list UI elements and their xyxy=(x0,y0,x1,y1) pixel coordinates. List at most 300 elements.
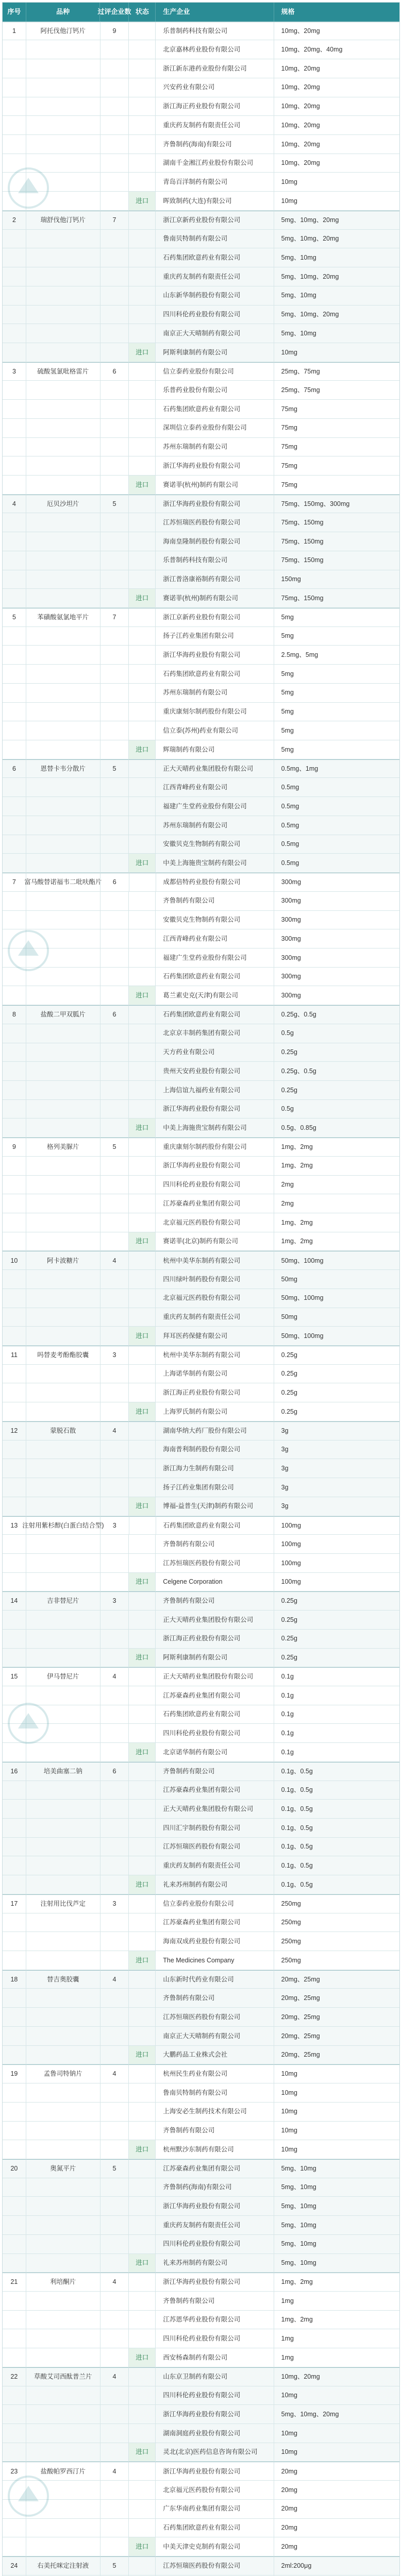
cell-manufacturer: 山东新时代药业有限公司 xyxy=(156,1970,274,1989)
cell-row-number xyxy=(3,1308,26,1327)
cell-approved-count xyxy=(100,2103,129,2122)
cell-manufacturer: 苏州东瑞制药有限公司 xyxy=(156,684,274,703)
drug-table xyxy=(2,2,400,2576)
cell-drug-name xyxy=(26,1800,100,1819)
cell-manufacturer: 兴安药业有限公司 xyxy=(156,78,274,97)
cell-row-number xyxy=(3,154,26,173)
cell-manufacturer: 浙江海力生制药有限公司 xyxy=(156,1459,274,1478)
cell-manufacturer: 正大天晴药业集团股份有限公司 xyxy=(156,1800,274,1819)
cell-row-number xyxy=(3,1365,26,1384)
table-row xyxy=(3,1989,399,2008)
cell-row-number xyxy=(3,1800,26,1819)
cell-status xyxy=(129,116,156,135)
cell-approved-count xyxy=(100,2197,129,2216)
cell-specification: 75mg、150mg xyxy=(274,532,399,551)
cell-specification: 50mg、100mg xyxy=(274,1251,399,1270)
cell-specification: 0.1g、0.5g xyxy=(274,1856,399,1875)
cell-specification: 2ml:200μg xyxy=(274,2556,399,2575)
cell-row-number xyxy=(3,1459,26,1478)
cell-specification: 3g xyxy=(274,1497,399,1516)
cell-approved-count xyxy=(100,551,129,570)
cell-row-number xyxy=(3,2103,26,2122)
cell-approved-count: 4 xyxy=(100,2462,129,2481)
table-row xyxy=(3,306,399,325)
cell-manufacturer: 浙江华海药业股份有限公司 xyxy=(156,456,274,476)
cell-approved-count: 5 xyxy=(100,759,129,778)
cell-specification: 5mg xyxy=(274,740,399,759)
cell-manufacturer: 浙江京新药业股份有限公司 xyxy=(156,211,274,230)
cell-specification: 5mg xyxy=(274,721,399,740)
cell-row-number: 10 xyxy=(3,1251,26,1270)
cell-row-number xyxy=(3,1819,26,1838)
cell-status xyxy=(129,513,156,532)
table-row xyxy=(3,1421,399,1440)
cell-drug-name xyxy=(26,1062,100,1081)
cell-approved-count xyxy=(100,1649,129,1668)
cell-row-number: 17 xyxy=(3,1894,26,1913)
cell-specification: 0.5g xyxy=(274,1024,399,1043)
cell-row-number xyxy=(3,400,26,419)
cell-approved-count xyxy=(100,1554,129,1573)
cell-drug-name: 阿托伐他汀钙片 xyxy=(26,22,100,41)
cell-approved-count xyxy=(100,740,129,759)
table-row xyxy=(3,2329,399,2348)
cell-status xyxy=(129,1913,156,1933)
cell-drug-name: 厄贝沙坦片 xyxy=(26,495,100,514)
cell-approved-count: 3 xyxy=(100,1591,129,1611)
cell-manufacturer: 深圳信立泰药业股份有限公司 xyxy=(156,419,274,438)
cell-specification: 10mg xyxy=(274,2122,399,2141)
cell-specification: 10mg xyxy=(274,2424,399,2443)
cell-manufacturer: 重庆药友制药有限责任公司 xyxy=(156,1308,274,1327)
cell-row-number xyxy=(3,40,26,59)
cell-drug-name: 恩替卡韦分散片 xyxy=(26,759,100,778)
cell-manufacturer: 阿斯利康制药有限公司 xyxy=(156,1649,274,1668)
cell-drug-name xyxy=(26,589,100,608)
table-row xyxy=(3,1289,399,1308)
cell-specification: 5mg、10mg xyxy=(274,324,399,343)
cell-row-number xyxy=(3,2424,26,2443)
cell-status xyxy=(129,1667,156,1686)
cell-status xyxy=(129,2500,156,2519)
cell-row-number xyxy=(3,2178,26,2197)
cell-status xyxy=(129,2405,156,2424)
cell-drug-name xyxy=(26,154,100,173)
cell-status xyxy=(129,759,156,778)
cell-manufacturer: 四川科伦药业股份有限公司 xyxy=(156,306,274,325)
cell-approved-count xyxy=(100,646,129,665)
cell-status: 进口 xyxy=(129,2443,156,2462)
header-specification: 规格 xyxy=(274,3,399,22)
cell-approved-count xyxy=(100,419,129,438)
cell-status: 进口 xyxy=(129,192,156,211)
table-row xyxy=(3,2500,399,2519)
cell-row-number xyxy=(3,1535,26,1554)
cell-approved-count: 5 xyxy=(100,2556,129,2575)
table-row xyxy=(3,2254,399,2273)
cell-approved-count xyxy=(100,1100,129,1119)
cell-approved-count xyxy=(100,1157,129,1176)
cell-drug-name xyxy=(26,986,100,1005)
cell-drug-name xyxy=(26,1856,100,1875)
cell-specification: 0.5mg、1mg xyxy=(274,759,399,778)
table-row xyxy=(3,22,399,41)
table-row xyxy=(3,59,399,78)
table-row xyxy=(3,1327,399,1346)
table-row xyxy=(3,1440,399,1460)
table-row xyxy=(3,1819,399,1838)
cell-row-number xyxy=(3,97,26,116)
cell-approved-count: 6 xyxy=(100,1005,129,1024)
cell-approved-count xyxy=(100,381,129,400)
cell-drug-name xyxy=(26,419,100,438)
cell-manufacturer: 乐普制药科技有限公司 xyxy=(156,22,274,41)
cell-drug-name xyxy=(26,1611,100,1630)
cell-row-number xyxy=(3,230,26,249)
cell-row-number xyxy=(3,797,26,816)
cell-status xyxy=(129,1289,156,1308)
cell-approved-count xyxy=(100,286,129,306)
cell-row-number: 16 xyxy=(3,1762,26,1781)
cell-specification: 20mg xyxy=(274,2462,399,2481)
table-row xyxy=(3,778,399,797)
cell-drug-name xyxy=(26,1838,100,1857)
cell-row-number xyxy=(3,419,26,438)
cell-specification: 100mg xyxy=(274,1573,399,1592)
cell-status xyxy=(129,1630,156,1649)
cell-drug-name xyxy=(26,1440,100,1460)
table-row xyxy=(3,1157,399,1176)
cell-row-number xyxy=(3,2254,26,2273)
table-row xyxy=(3,1667,399,1686)
cell-status: 进口 xyxy=(129,1743,156,1762)
cell-drug-name xyxy=(26,1194,100,1213)
cell-drug-name xyxy=(26,646,100,665)
cell-approved-count xyxy=(100,192,129,211)
cell-approved-count: 4 xyxy=(100,2064,129,2083)
cell-manufacturer: 福建广生堂药业股份有限公司 xyxy=(156,797,274,816)
cell-row-number xyxy=(3,2008,26,2027)
table-row xyxy=(3,1686,399,1705)
cell-approved-count xyxy=(100,797,129,816)
cell-drug-name xyxy=(26,59,100,78)
cell-drug-name xyxy=(26,2424,100,2443)
cell-row-number xyxy=(3,589,26,608)
cell-row-number xyxy=(3,948,26,968)
cell-manufacturer: 四川科伦药业股份有限公司 xyxy=(156,2329,274,2348)
table-row xyxy=(3,1649,399,1668)
cell-row-number xyxy=(3,835,26,854)
cell-status xyxy=(129,1138,156,1157)
cell-row-number xyxy=(3,1724,26,1743)
table-row xyxy=(3,2367,399,2386)
cell-drug-name xyxy=(26,2046,100,2065)
cell-approved-count xyxy=(100,1951,129,1970)
cell-specification: 3g xyxy=(274,1478,399,1497)
cell-status xyxy=(129,892,156,911)
table-row xyxy=(3,2481,399,2500)
cell-status: 进口 xyxy=(129,1118,156,1138)
cell-manufacturer: 正大天晴药业集团股份有限公司 xyxy=(156,759,274,778)
cell-approved-count: 3 xyxy=(100,1346,129,1365)
cell-status xyxy=(129,2519,156,2538)
cell-row-number xyxy=(3,968,26,987)
cell-drug-name xyxy=(26,1913,100,1933)
table-row xyxy=(3,911,399,930)
table-row xyxy=(3,513,399,532)
cell-status xyxy=(129,59,156,78)
cell-drug-name xyxy=(26,1724,100,1743)
cell-drug-name xyxy=(26,1554,100,1573)
cell-manufacturer: 齐鲁制药有限公司 xyxy=(156,1762,274,1781)
cell-manufacturer: 成都倍特药业股份有限公司 xyxy=(156,873,274,892)
cell-drug-name xyxy=(26,929,100,948)
cell-status xyxy=(129,2386,156,2405)
cell-specification: 25mg、75mg xyxy=(274,362,399,381)
cell-status: 进口 xyxy=(129,854,156,873)
cell-specification: 5mg、10mg、20mg xyxy=(274,230,399,249)
table-row xyxy=(3,438,399,457)
cell-status xyxy=(129,495,156,514)
cell-specification: 5mg、10mg、20mg xyxy=(274,306,399,325)
cell-approved-count xyxy=(100,306,129,325)
cell-manufacturer: Celgene Corporation xyxy=(156,1573,274,1592)
table-row xyxy=(3,1383,399,1402)
cell-specification: 75mg xyxy=(274,476,399,495)
cell-status xyxy=(129,1724,156,1743)
cell-row-number xyxy=(3,59,26,78)
cell-specification: 1mg、2mg xyxy=(274,1232,399,1251)
cell-manufacturer: 上海诺华制药有限公司 xyxy=(156,1365,274,1384)
cell-row-number xyxy=(3,1573,26,1592)
cell-status xyxy=(129,1062,156,1081)
cell-approved-count xyxy=(100,929,129,948)
cell-drug-name xyxy=(26,2216,100,2235)
cell-approved-count xyxy=(100,2008,129,2027)
cell-approved-count xyxy=(100,835,129,854)
cell-approved-count: 4 xyxy=(100,1970,129,1989)
cell-manufacturer: 礼来苏州制药有限公司 xyxy=(156,2254,274,2273)
cell-row-number xyxy=(3,2235,26,2254)
cell-specification: 2.5mg、5mg xyxy=(274,646,399,665)
table-row xyxy=(3,551,399,570)
cell-specification: 0.1g、0.5g xyxy=(274,1800,399,1819)
cell-manufacturer: 浙江海正药业股份有限公司 xyxy=(156,1383,274,1402)
table-row xyxy=(3,816,399,835)
cell-status: 进口 xyxy=(129,2046,156,2065)
header-approved-count: 过评企业数 xyxy=(100,3,129,22)
table-row xyxy=(3,1573,399,1592)
cell-manufacturer: 苏州东瑞制药有限公司 xyxy=(156,816,274,835)
table-row xyxy=(3,2216,399,2235)
cell-specification: 10mg、20mg xyxy=(274,22,399,41)
cell-approved-count xyxy=(100,968,129,987)
cell-specification: 3g xyxy=(274,1440,399,1460)
cell-row-number xyxy=(3,1402,26,1421)
cell-drug-name xyxy=(26,2500,100,2519)
table-row xyxy=(3,627,399,646)
cell-drug-name xyxy=(26,2405,100,2424)
cell-specification: 0.25g xyxy=(274,1346,399,1365)
cell-row-number: 12 xyxy=(3,1421,26,1440)
cell-specification: 0.1g xyxy=(274,1743,399,1762)
cell-manufacturer: 北京福元医药股份有限公司 xyxy=(156,1289,274,1308)
cell-specification: 0.25g xyxy=(274,1402,399,1421)
table-row xyxy=(3,1951,399,1970)
cell-approved-count xyxy=(100,1611,129,1630)
cell-status: 进口 xyxy=(129,1327,156,1346)
cell-status: 进口 xyxy=(129,740,156,759)
cell-specification: 10mg、20mg xyxy=(274,59,399,78)
cell-manufacturer: 齐鲁制药有限公司 xyxy=(156,1535,274,1554)
cell-specification: 20mg xyxy=(274,2537,399,2556)
cell-approved-count xyxy=(100,1365,129,1384)
cell-manufacturer: 浙江华海药业股份有限公司 xyxy=(156,646,274,665)
cell-manufacturer: 重庆康刻尔制药股份有限公司 xyxy=(156,703,274,722)
cell-approved-count xyxy=(100,589,129,608)
cell-specification: 300mg xyxy=(274,968,399,987)
cell-approved-count xyxy=(100,1478,129,1497)
table-row xyxy=(3,2122,399,2141)
cell-approved-count xyxy=(100,665,129,684)
table-row xyxy=(3,1762,399,1781)
cell-drug-name xyxy=(26,2254,100,2273)
cell-row-number xyxy=(3,1194,26,1213)
cell-approved-count: 3 xyxy=(100,1894,129,1913)
table-row xyxy=(3,1781,399,1800)
cell-specification: 75mg xyxy=(274,400,399,419)
cell-drug-name xyxy=(26,2481,100,2500)
cell-approved-count: 6 xyxy=(100,1762,129,1781)
cell-manufacturer: 阿斯利康制药有限公司 xyxy=(156,343,274,362)
cell-approved-count xyxy=(100,2481,129,2500)
cell-specification: 0.1g、0.5g xyxy=(274,1875,399,1894)
cell-drug-name xyxy=(26,797,100,816)
table-row xyxy=(3,1800,399,1819)
cell-row-number xyxy=(3,816,26,835)
cell-status xyxy=(129,1459,156,1478)
cell-specification: 0.1g xyxy=(274,1667,399,1686)
cell-status: 进口 xyxy=(129,589,156,608)
cell-specification: 100mg xyxy=(274,1516,399,1535)
cell-drug-name xyxy=(26,1459,100,1478)
cell-approved-count xyxy=(100,154,129,173)
cell-specification: 3g xyxy=(274,1421,399,1440)
cell-status xyxy=(129,1800,156,1819)
cell-approved-count xyxy=(100,267,129,286)
cell-specification: 5mg、10mg xyxy=(274,2178,399,2197)
cell-specification: 0.1g xyxy=(274,1686,399,1705)
table-row xyxy=(3,1194,399,1213)
cell-row-number: 24 xyxy=(3,2556,26,2575)
cell-drug-name xyxy=(26,2537,100,2556)
table-row xyxy=(3,532,399,551)
cell-drug-name xyxy=(26,476,100,495)
cell-approved-count xyxy=(100,2348,129,2367)
cell-specification: 150mg xyxy=(274,570,399,589)
cell-row-number xyxy=(3,1062,26,1081)
cell-drug-name xyxy=(26,173,100,192)
cell-row-number xyxy=(3,2292,26,2311)
header-row-number: 序号 xyxy=(3,3,26,22)
cell-manufacturer: 浙江华海药业股份有限公司 xyxy=(156,2273,274,2292)
cell-manufacturer: The Medicines Company xyxy=(156,1951,274,1970)
cell-approved-count xyxy=(100,476,129,495)
cell-manufacturer: 海南双成药业股份有限公司 xyxy=(156,1932,274,1951)
cell-approved-count xyxy=(100,1383,129,1402)
cell-specification: 20mg xyxy=(274,2519,399,2538)
cell-status xyxy=(129,173,156,192)
cell-manufacturer: 四川绿叶制药股份有限公司 xyxy=(156,1270,274,1289)
cell-drug-name xyxy=(26,324,100,343)
cell-status xyxy=(129,551,156,570)
cell-drug-name xyxy=(26,513,100,532)
cell-status: 进口 xyxy=(129,2254,156,2273)
cell-approved-count xyxy=(100,248,129,267)
cell-approved-count xyxy=(100,2329,129,2348)
cell-approved-count xyxy=(100,2292,129,2311)
cell-manufacturer: 齐鲁制药(海南)有限公司 xyxy=(156,135,274,154)
cell-manufacturer: 四川科伦药业股份有限公司 xyxy=(156,2386,274,2405)
cell-status xyxy=(129,1535,156,1554)
cell-status xyxy=(129,1838,156,1857)
cell-approved-count xyxy=(100,1213,129,1232)
cell-row-number xyxy=(3,1327,26,1346)
cell-row-number xyxy=(3,1630,26,1649)
table-row xyxy=(3,1894,399,1913)
cell-status xyxy=(129,778,156,797)
cell-approved-count xyxy=(100,1875,129,1894)
table-row xyxy=(3,968,399,987)
table-row xyxy=(3,2140,399,2159)
table-row xyxy=(3,2008,399,2027)
cell-row-number xyxy=(3,721,26,740)
cell-manufacturer: 石药集团欧意药业有限公司 xyxy=(156,968,274,987)
cell-status xyxy=(129,456,156,476)
cell-row-number xyxy=(3,1951,26,1970)
cell-manufacturer: 山东新华制药股份有限公司 xyxy=(156,286,274,306)
table-row xyxy=(3,1308,399,1327)
cell-row-number xyxy=(3,456,26,476)
cell-status: 进口 xyxy=(129,1232,156,1251)
cell-approved-count xyxy=(100,456,129,476)
cell-manufacturer: 四川科伦药业股份有限公司 xyxy=(156,2235,274,2254)
cell-drug-name: 奥氮平片 xyxy=(26,2159,100,2178)
cell-manufacturer: 上海信谊九福药业有限公司 xyxy=(156,1081,274,1100)
cell-specification: 20mg、25mg xyxy=(274,2046,399,2065)
cell-status xyxy=(129,929,156,948)
cell-row-number xyxy=(3,438,26,457)
cell-specification: 75mg xyxy=(274,456,399,476)
cell-row-number xyxy=(3,173,26,192)
cell-status xyxy=(129,2235,156,2254)
cell-drug-name xyxy=(26,2348,100,2367)
cell-row-number xyxy=(3,1213,26,1232)
cell-approved-count xyxy=(100,986,129,1005)
cell-row-number xyxy=(3,854,26,873)
cell-approved-count: 4 xyxy=(100,2273,129,2292)
cell-row-number xyxy=(3,2122,26,2141)
cell-drug-name xyxy=(26,911,100,930)
cell-status xyxy=(129,721,156,740)
table-row xyxy=(3,2556,399,2575)
cell-specification: 10mg xyxy=(274,2083,399,2103)
cell-approved-count xyxy=(100,2027,129,2046)
cell-row-number xyxy=(3,929,26,948)
cell-manufacturer: 湖南千金湘江药业股份有限公司 xyxy=(156,154,274,173)
cell-approved-count xyxy=(100,1308,129,1327)
cell-drug-name xyxy=(26,1232,100,1251)
